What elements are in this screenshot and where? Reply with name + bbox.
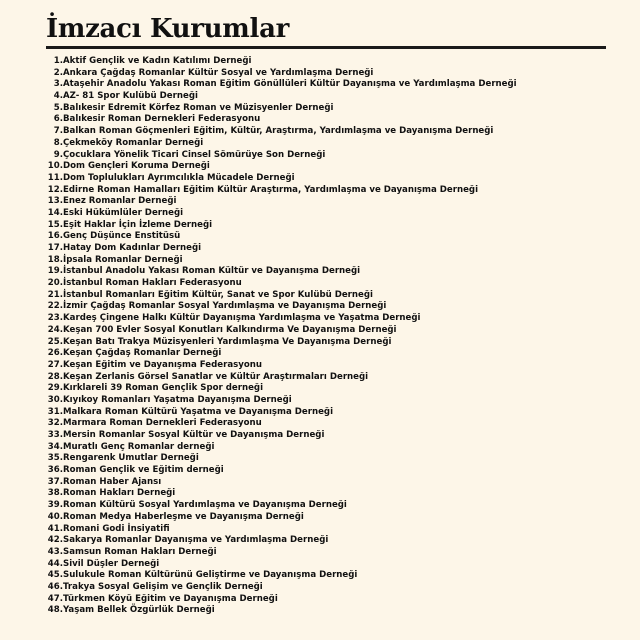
organization-name: Sivil Düşler Derneği bbox=[63, 558, 160, 569]
item-number: 39. bbox=[47, 500, 63, 511]
list-item bbox=[0, 185, 517, 197]
organization-name: Dom Gençleri Koruma Derneği bbox=[63, 161, 210, 172]
organization-name: Roman Hakları Derneği bbox=[63, 488, 176, 499]
item-number: 34. bbox=[47, 441, 63, 452]
list-item bbox=[0, 91, 517, 103]
list-item bbox=[0, 337, 517, 349]
list-item bbox=[0, 512, 517, 524]
organization-name: Keşan Batı Trakya Müzisyenleri Yardımlaşma Ve Dayanışma Derneği bbox=[63, 336, 392, 347]
item-number: 48. bbox=[47, 605, 63, 616]
organization-name: Keşan 700 Evler Sosyal Konutları Kalkındırma Ve Dayanışma Derneği bbox=[63, 324, 397, 335]
organization-name: İstanbul Romanları Eğitim Kültür, Sanat ve Spor Kulübü Derneği bbox=[63, 289, 373, 300]
list-item bbox=[0, 442, 517, 454]
list-item bbox=[0, 208, 517, 220]
item-number: 38. bbox=[47, 488, 63, 499]
list-item bbox=[0, 477, 517, 489]
item-number: 14. bbox=[47, 207, 63, 218]
organization-name: Genç Düşünce Enstitüsü bbox=[63, 231, 181, 242]
organization-name: Balıkesir Edremit Körfez Roman ve Müzisyenler Derneği bbox=[63, 102, 334, 113]
title-underline bbox=[46, 46, 606, 49]
list-item bbox=[0, 465, 517, 477]
item-number: 2. bbox=[53, 67, 63, 78]
organization-name: İstanbul Anadolu Yakası Roman Kültür ve Dayanışma Derneği bbox=[63, 266, 361, 277]
item-number: 37. bbox=[47, 476, 63, 487]
item-number: 3. bbox=[53, 79, 63, 90]
organization-name: Hatay Dom Kadınlar Derneği bbox=[63, 243, 202, 253]
list-item bbox=[0, 407, 517, 419]
item-number: 27. bbox=[47, 359, 63, 370]
item-number: 8. bbox=[53, 137, 63, 148]
list-item bbox=[0, 79, 517, 91]
item-number: 23. bbox=[47, 313, 63, 324]
item-number: 7. bbox=[53, 126, 63, 137]
organization-name: Ankara Çağdaş Romanlar Kültür Sosyal ve Yardımlaşma Derneği bbox=[63, 67, 374, 78]
organization-name: İstanbul Roman Hakları Federasyonu bbox=[63, 278, 242, 289]
list-item bbox=[0, 559, 517, 571]
organization-name: Roman Gençlik ve Eğitim derneği bbox=[63, 465, 224, 476]
list-item bbox=[0, 348, 517, 360]
list-item bbox=[0, 301, 517, 313]
organization-name: Sakarya Romanlar Dayanışma ve Yardımlaşma Derneği bbox=[63, 535, 329, 546]
organization-name: Roman Kültürü Sosyal Yardımlaşma ve Dayanışma Derneği bbox=[63, 500, 347, 511]
list-item bbox=[0, 114, 517, 126]
organization-name: Romani Godi İnsiyatifi bbox=[63, 523, 170, 534]
organization-name: Eşit Haklar İçin İzleme Derneği bbox=[63, 219, 213, 230]
item-number: 30. bbox=[47, 394, 63, 405]
list-item bbox=[0, 126, 517, 138]
item-number: 22. bbox=[47, 301, 63, 312]
organization-name: Muratlı Genç Romanlar derneği bbox=[63, 441, 215, 452]
organization-name: Keşan Eğitim ve Dayanışma Federasyonu bbox=[63, 359, 262, 370]
list-item bbox=[0, 231, 517, 243]
organization-name: Sulukule Roman Kültürünü Geliştirme ve Dayanışma Derneği bbox=[63, 570, 358, 581]
item-number: 5. bbox=[53, 102, 63, 113]
item-number: 32. bbox=[47, 418, 63, 429]
item-number: 10. bbox=[47, 161, 63, 172]
list-item bbox=[0, 266, 517, 278]
item-number: 28. bbox=[47, 371, 63, 382]
item-number: 18. bbox=[47, 254, 63, 265]
organization-name: Çekmeköy Romanlar Derneği bbox=[63, 137, 204, 148]
item-number: 24. bbox=[47, 324, 63, 335]
item-number: 17. bbox=[47, 243, 63, 253]
organization-name: Malkara Roman Kültürü Yaşatma ve Dayanışma Derneği bbox=[63, 406, 334, 417]
organization-name: Marmara Roman Dernekleri Federasyonu bbox=[63, 418, 262, 429]
list-item bbox=[0, 196, 517, 208]
organization-name: Mersin Romanlar Sosyal Kültür ve Dayanışma Derneği bbox=[63, 430, 325, 440]
list-item bbox=[0, 594, 517, 606]
list-item bbox=[0, 453, 517, 465]
list-item bbox=[0, 255, 517, 267]
organization-name: Kırklareli 39 Roman Gençlik Spor derneği bbox=[63, 383, 264, 394]
item-number: 29. bbox=[47, 383, 63, 394]
item-number: 33. bbox=[47, 430, 63, 440]
list-item bbox=[0, 173, 517, 185]
item-number: 47. bbox=[47, 593, 63, 604]
item-number: 40. bbox=[47, 511, 63, 522]
organization-name: AZ- 81 Spor Kulübü Derneği bbox=[63, 91, 198, 102]
organization-name: Aktif Gençlik ve Kadın Katılımı Derneği bbox=[63, 56, 252, 66]
item-number: 13. bbox=[47, 196, 63, 207]
item-number: 15. bbox=[47, 219, 63, 230]
item-number: 19. bbox=[47, 266, 63, 277]
item-number: 20. bbox=[47, 278, 63, 289]
organization-name: Ataşehir Anadolu Yakası Roman Eğitim Gönüllüleri Kültür Dayanışma ve Yardımlaşma Derneği bbox=[63, 79, 517, 90]
organization-name: Kıyıkoy Romanları Yaşatma Dayanışma Derneği bbox=[63, 394, 292, 405]
list-item bbox=[0, 103, 517, 115]
list-item bbox=[0, 418, 517, 430]
list-item bbox=[0, 325, 517, 337]
list-item bbox=[0, 570, 517, 582]
organization-name: İpsala Romanlar Derneği bbox=[63, 254, 183, 265]
organization-name: İzmir Çağdaş Romanlar Sosyal Yardımlaşma ve Dayanışma Derneği bbox=[63, 301, 387, 312]
item-number: 21. bbox=[47, 289, 63, 300]
list-item bbox=[0, 582, 517, 594]
list-item bbox=[0, 278, 517, 290]
list-item bbox=[0, 524, 517, 536]
list-item bbox=[0, 138, 517, 150]
list-item bbox=[0, 372, 517, 384]
organization-name: Roman Medya Haberleşme ve Dayanışma Derneği bbox=[63, 511, 304, 522]
list-item bbox=[0, 313, 517, 325]
organization-name: Samsun Roman Hakları Derneği bbox=[63, 546, 217, 557]
signatory-list bbox=[0, 56, 517, 617]
organization-name: Keşan Çağdaş Romanlar Derneği bbox=[63, 348, 222, 359]
list-item bbox=[0, 535, 517, 547]
item-number: 41. bbox=[47, 523, 63, 534]
organization-name: Balkan Roman Göçmenleri Eğitim, Kültür, Araştırma, Yardımlaşma ve Dayanışma Derneği bbox=[63, 126, 494, 137]
page-title: İmzacı Kurumlar bbox=[46, 14, 290, 44]
organization-name: Dom Toplulukları Ayrımcılıkla Mücadele Derneği bbox=[63, 172, 295, 183]
item-number: 11. bbox=[47, 172, 63, 183]
list-item bbox=[0, 605, 517, 617]
organization-name: Enez Romanlar Derneği bbox=[63, 196, 177, 207]
item-number: 12. bbox=[47, 184, 63, 195]
organization-name: Kardeş Çingene Halkı Kültür Dayanışma Yardımlaşma ve Yaşatma Derneği bbox=[63, 313, 421, 324]
list-item bbox=[0, 220, 517, 232]
organization-name: Yaşam Bellek Özgürlük Derneği bbox=[63, 605, 215, 616]
organization-name: Keşan Zerlanis Görsel Sanatlar ve Kültür Araştırmaları Derneği bbox=[63, 371, 369, 382]
list-item bbox=[0, 161, 517, 173]
list-item bbox=[0, 68, 517, 80]
list-item bbox=[0, 488, 517, 500]
organization-name: Çocuklara Yönelik Ticari Cinsel Sömürüye Son Derneği bbox=[63, 149, 326, 160]
item-number: 45. bbox=[47, 570, 63, 581]
organization-name: Eski Hükümlüler Derneği bbox=[63, 207, 184, 218]
list-item bbox=[0, 290, 517, 302]
organization-name: Trakya Sosyal Gelişim ve Gençlik Derneği bbox=[63, 581, 263, 592]
item-number: 26. bbox=[47, 348, 63, 359]
item-number: 16. bbox=[47, 231, 63, 242]
item-number: 1. bbox=[53, 56, 63, 66]
item-number: 42. bbox=[47, 535, 63, 546]
list-item bbox=[0, 547, 517, 559]
list-item bbox=[0, 395, 517, 407]
list-item bbox=[0, 500, 517, 512]
item-number: 9. bbox=[53, 149, 63, 160]
item-number: 4. bbox=[53, 91, 63, 102]
list-item bbox=[0, 56, 517, 68]
item-number: 43. bbox=[47, 546, 63, 557]
item-number: 31. bbox=[47, 406, 63, 417]
item-number: 6. bbox=[53, 114, 63, 125]
list-item bbox=[0, 243, 517, 255]
organization-name: Edirne Roman Hamalları Eğitim Kültür Araştırma, Yardımlaşma ve Dayanışma Derneği bbox=[63, 184, 479, 195]
item-number: 36. bbox=[47, 465, 63, 476]
list-item bbox=[0, 383, 517, 395]
organization-name: Roman Haber Ajansı bbox=[63, 476, 162, 487]
organization-name: Balıkesir Roman Dernekleri Federasyonu bbox=[63, 114, 261, 125]
item-number: 46. bbox=[47, 581, 63, 592]
item-number: 25. bbox=[47, 336, 63, 347]
list-item bbox=[0, 430, 517, 442]
list-item bbox=[0, 150, 517, 162]
list-item bbox=[0, 360, 517, 372]
item-number: 35. bbox=[47, 453, 63, 464]
organization-name: Rengarenk Umutlar Derneği bbox=[63, 453, 199, 464]
organization-name: Türkmen Köyü Eğitim ve Dayanışma Derneği bbox=[63, 593, 278, 604]
item-number: 44. bbox=[47, 558, 63, 569]
